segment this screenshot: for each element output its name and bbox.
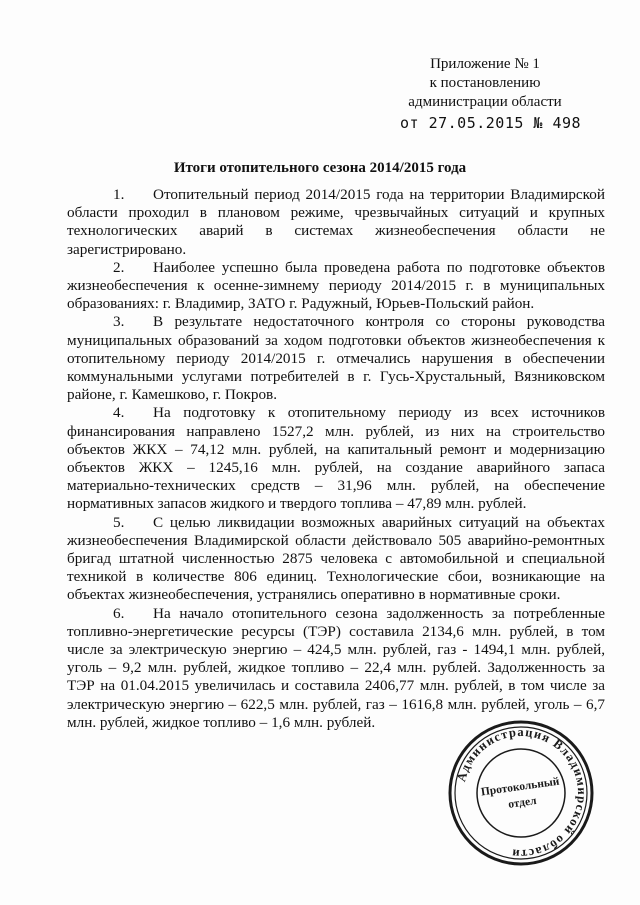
document-body	[67, 186, 605, 732]
appendix-line-3: администрации области	[408, 94, 562, 110]
paragraph-2	[67, 259, 605, 314]
paragraph-4	[67, 404, 605, 513]
paragraph-number: 2.	[113, 258, 125, 276]
paragraph-1	[67, 186, 605, 259]
paragraph-text: На подготовку к отопительному периоду из всех источников финансирования направлено 1527,2 млн. рублей, из них на строительство объектов ЖКХ – 74,12 млн. рублей, на капитальный ремонт и модернизацию объектов ЖКХ – 1245,16 млн. рублей, на создание аварийного запаса материально-технических средств – 31,96 млн. рублей, на обеспечение нормативных запасов жидкого и твердого топлива – 47,89 млн. рублей.	[67, 404, 605, 513]
appendix-date: от 27.05.2015 № 498	[400, 114, 582, 132]
stamp-center-line-2: отдел	[507, 794, 538, 811]
appendix-line-1: Приложение № 1	[430, 56, 540, 72]
paragraph-text: Отопительный период 2014/2015 года на территории Владимирской области проходил в плановом режиме, чрезвычайных ситуаций и крупных технологических аварий в системах жизнеобеспечения области не зарегистрировано.	[67, 186, 605, 258]
paragraph-text: На начало отопительного сезона задолженность за потребленные топливно-энергетические ресурсы (ТЭР) составила 2134,6 млн. рублей, в том числе за электрическую энергию – 424,5 млн. рублей, газ - 1494,1 млн. рублей, уголь – 9,2 млн. рублей, жидкое топливо – 22,4 млн. рублей. Задолженность за ТЭР на 01.04.2015 увеличилась и составила 2406,77 млн. рублей, в том числе за электрическую энергию – 622,5 млн. рублей, газ – 1616,8 млн. рублей, уголь – 6,7 млн. рублей, жидкое топливо – 1,6 млн. рублей.	[67, 604, 605, 731]
stamp-ring-text: Администрация Владимирской области	[454, 724, 590, 862]
paragraph-5	[67, 514, 605, 605]
stamp-outer-ring	[450, 722, 592, 864]
paragraph-number: 5.	[113, 513, 125, 531]
paragraph-number: 3.	[113, 313, 125, 331]
official-stamp-seal	[446, 718, 596, 868]
appendix-header	[400, 55, 582, 133]
paragraph-text: В результате недостаточного контроля со стороны руководства муниципальных образований за ходом подготовки объектов жизнеобеспечения к отопительному периоду 2014/2015 г. отмечались нарушения в обеспечении коммунальными услугами потребителей в г. Гусь-Хрустальный, Вязниковском районе, г. Камешково, г. Покров.	[67, 313, 605, 404]
paragraph-number: 4.	[113, 404, 125, 422]
paragraph-text: Наиболее успешно была проведена работа по подготовке объектов жизнеобеспечения к осенне-зимнему периоду 2014/2015 г. в муниципальных образованиях: г. Владимир, ЗАТО г. Радужный, Юрьев-Польский район.	[67, 258, 605, 313]
paragraph-number: 1.	[113, 186, 125, 203]
paragraph-3	[67, 313, 605, 404]
paragraph-text: С целью ликвидации возможных аварийных ситуаций на объектах жизнеобеспечения Владимирской области действовало 505 аварийно-ремонтных бригад штатной численностью 2875 человека с автомобильной и специальной техникой в количестве 806 единиц. Технологические сбои, возникающие на объектах жизнеобеспечения, устранялись оперативно в нормативные сроки.	[67, 513, 605, 604]
appendix-line-2: к постановлению	[429, 75, 541, 91]
paragraph-number: 6.	[113, 604, 125, 622]
stamp-center-line-1: Протокольный	[480, 775, 561, 799]
document-title: Итоги отопительного сезона 2014/2015 года	[173, 160, 467, 176]
paragraph-6	[67, 605, 605, 732]
